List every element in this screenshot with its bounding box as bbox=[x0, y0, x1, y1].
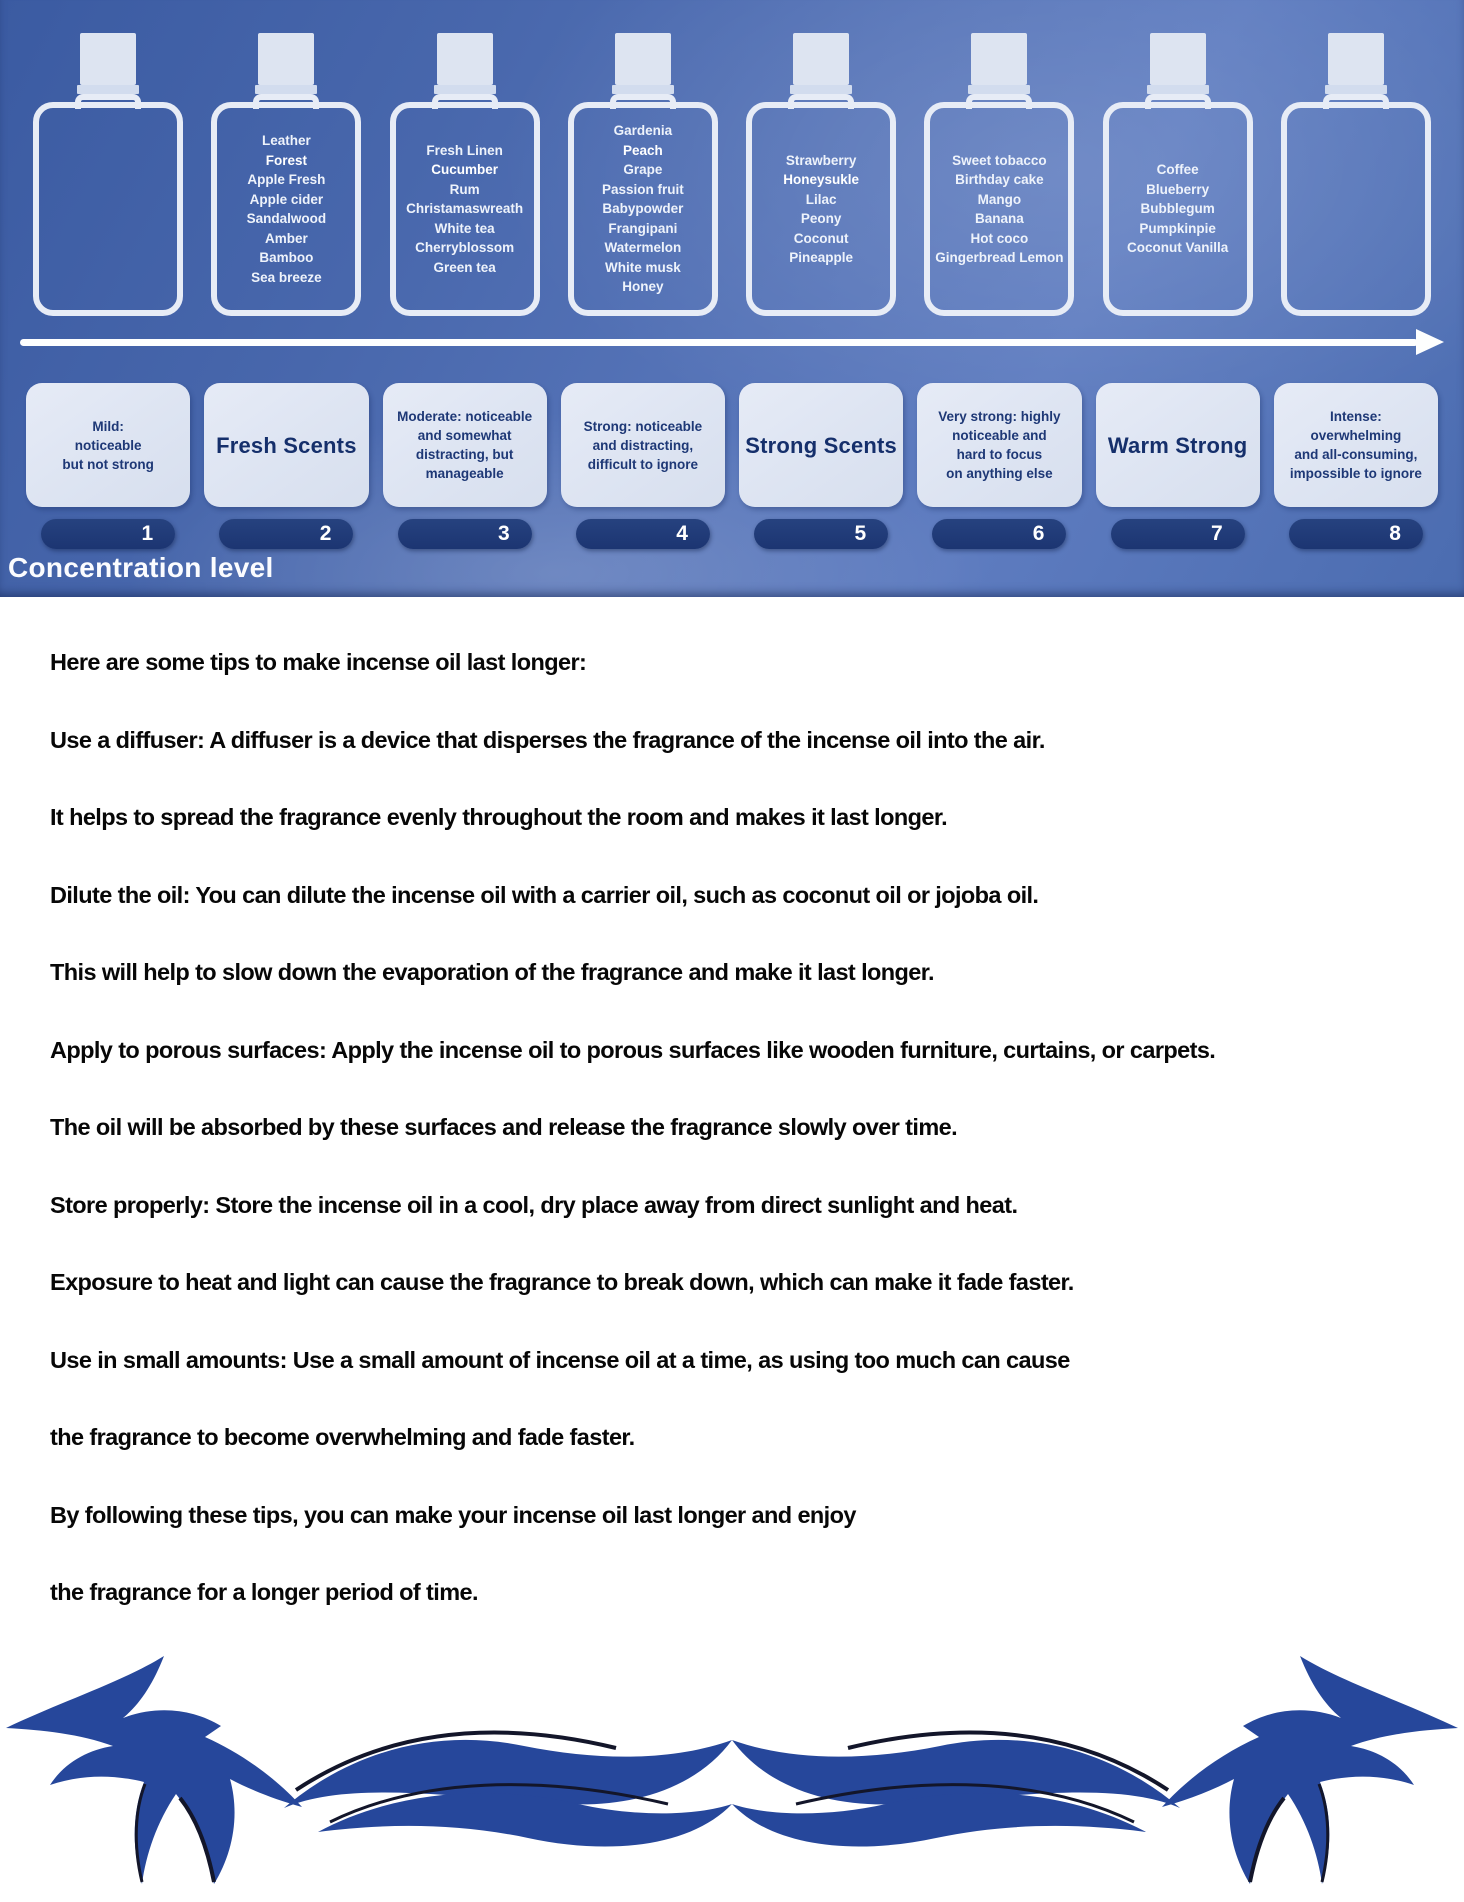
description-line: and somewhat bbox=[417, 428, 512, 443]
scent-list bbox=[602, 121, 684, 297]
scent-list bbox=[406, 141, 523, 278]
bottle-cap-icon bbox=[615, 33, 671, 85]
bottle bbox=[739, 33, 903, 316]
level-number-badge bbox=[1111, 519, 1245, 549]
bottle-body bbox=[211, 102, 361, 316]
level-pill-wrap bbox=[1096, 519, 1260, 549]
level-number-badge bbox=[576, 519, 710, 549]
tip-line: Use in small amounts: Use a small amount of incense oil at a time, as using too much can cause bbox=[50, 1346, 1070, 1373]
level-number: 2 bbox=[319, 522, 332, 545]
scent-name: Bamboo bbox=[259, 250, 314, 265]
scent-name: Peony bbox=[800, 211, 842, 226]
scent-list bbox=[783, 151, 859, 268]
bottle-cap-lip bbox=[1325, 85, 1387, 94]
scent-name: Sandalwood bbox=[246, 211, 327, 226]
scent-name: Gardenia bbox=[613, 123, 673, 139]
scent-name: Coffee bbox=[1156, 162, 1199, 178]
scent-category-title: Fresh Scents bbox=[216, 432, 357, 458]
scent-name: Rum bbox=[449, 181, 480, 197]
tip-line: Use a diffuser: A diffuser is a device that disperses the fragrance of the incense oil into the air. bbox=[50, 726, 1045, 753]
scent-list bbox=[935, 151, 1063, 268]
description-line: noticeable and bbox=[952, 428, 1047, 443]
level-description-card bbox=[383, 383, 547, 507]
bottle bbox=[1096, 33, 1260, 316]
scent-name: Babypowder bbox=[602, 201, 684, 217]
level-description-card bbox=[1274, 383, 1438, 507]
scent-name: Lilac bbox=[805, 191, 837, 207]
bottle-cap-lip bbox=[255, 85, 317, 94]
level-description-card bbox=[561, 383, 725, 507]
description-line: and all-consuming, bbox=[1294, 447, 1418, 462]
bottle-cap-lip bbox=[612, 85, 674, 94]
tip-line: Dilute the oil: You can dilute the incense oil with a carrier oil, such as coconut oil or jojoba oil. bbox=[50, 881, 1039, 908]
arrow-head-icon bbox=[1416, 329, 1444, 355]
tip-line: the fragrance to become overwhelming and fade faster. bbox=[50, 1424, 635, 1451]
description-line: hard to focus bbox=[956, 447, 1043, 462]
bottle-cap-icon bbox=[971, 33, 1027, 85]
level-number-badge bbox=[398, 519, 532, 549]
bottle-cap-icon bbox=[437, 33, 493, 85]
level-number-badge bbox=[1289, 519, 1423, 549]
scent-name: Gingerbread Lemon bbox=[935, 250, 1064, 265]
scent-category-title: Strong Scents bbox=[745, 432, 897, 458]
scent-name: Coconut Vanilla bbox=[1126, 240, 1229, 256]
scent-name: Coconut bbox=[793, 230, 849, 246]
description-line: on anything else bbox=[946, 466, 1053, 481]
scent-concentration-panel bbox=[0, 0, 1464, 597]
bottle-body bbox=[1281, 102, 1431, 316]
level-number: 5 bbox=[854, 522, 867, 545]
scent-list bbox=[247, 131, 327, 287]
bottle bbox=[383, 33, 547, 316]
level-pill-wrap bbox=[26, 519, 190, 549]
tip-line: Apply to porous surfaces: Apply the incense oil to porous surfaces like wooden furniture, curtains, or carpets. bbox=[50, 1036, 1216, 1063]
scent-name: Amber bbox=[264, 230, 308, 246]
bottle-cap-icon bbox=[793, 33, 849, 85]
bottle-cap-lip bbox=[434, 85, 496, 94]
description-line: Very strong: highly bbox=[938, 409, 1061, 424]
scent-name: Cherryblossom bbox=[415, 240, 515, 256]
description-line: manageable bbox=[425, 466, 504, 481]
scent-name: Sea breeze bbox=[251, 269, 322, 285]
bottle-cap-lip bbox=[968, 85, 1030, 94]
level-description-row bbox=[26, 383, 1438, 507]
scent-name: Peach bbox=[622, 142, 663, 158]
bottle bbox=[561, 33, 725, 316]
level-pill-wrap bbox=[561, 519, 725, 549]
scent-name: Christamaswreath bbox=[406, 201, 524, 217]
scent-name: Forest bbox=[265, 152, 307, 168]
scent-name: Mango bbox=[977, 191, 1022, 207]
description-line: difficult to ignore bbox=[587, 456, 698, 472]
scent-name: White musk bbox=[604, 259, 681, 275]
level-number: 3 bbox=[497, 522, 510, 545]
bottle-cap-lip bbox=[790, 85, 852, 94]
scent-name: Frangipani bbox=[608, 220, 678, 236]
scent-category-title: Warm Strong bbox=[1107, 432, 1248, 458]
scent-name: Honeysukle bbox=[783, 172, 860, 187]
tip-line: This will help to slow down the evaporation of the fragrance and make it last longer. bbox=[50, 959, 934, 986]
bottle-cap-icon bbox=[1328, 33, 1384, 85]
description-line: but not strong bbox=[62, 456, 154, 472]
level-pill-wrap bbox=[204, 519, 368, 549]
bottle-cap-icon bbox=[1150, 33, 1206, 85]
scent-name: Bubblegum bbox=[1140, 201, 1215, 217]
scent-category-card bbox=[739, 383, 903, 507]
level-number: 1 bbox=[141, 522, 154, 545]
tribal-divider-icon bbox=[0, 1632, 1464, 1902]
scent-name: White tea bbox=[434, 220, 495, 236]
level-number-badge bbox=[932, 519, 1066, 549]
scent-list bbox=[1127, 160, 1228, 258]
tip-line: The oil will be absorbed by these surfaces and release the fragrance slowly over time. bbox=[50, 1114, 958, 1141]
scent-name: Sweet tobacco bbox=[952, 152, 1047, 168]
level-number-badge bbox=[219, 519, 353, 549]
bottle bbox=[26, 33, 190, 316]
bottle-body bbox=[568, 102, 718, 316]
tip-line: It helps to spread the fragrance evenly throughout the room and makes it last longer. bbox=[50, 804, 948, 831]
scent-name: Pumpkinpie bbox=[1139, 220, 1216, 236]
description-line: Strong: noticeable bbox=[583, 418, 703, 434]
bottle-body bbox=[1103, 102, 1253, 316]
tip-line: the fragrance for a longer period of time. bbox=[50, 1579, 478, 1606]
scent-name: Blueberry bbox=[1146, 181, 1210, 197]
scent-name: Grape bbox=[623, 162, 663, 178]
tip-line: Exposure to heat and light can cause the fragrance to break down, which can make it fade faster. bbox=[50, 1269, 1074, 1296]
concentration-level-label: Concentration level bbox=[8, 552, 274, 583]
scent-name: Strawberry bbox=[785, 152, 857, 168]
bottle-cap-icon bbox=[258, 33, 314, 85]
description-line: noticeable bbox=[74, 437, 142, 453]
bottles-row bbox=[26, 33, 1438, 316]
bottle bbox=[917, 33, 1081, 316]
scale-arrow-icon bbox=[20, 339, 1418, 346]
scent-name: Pineapple bbox=[789, 250, 854, 265]
scent-category-card bbox=[1096, 383, 1260, 507]
scent-name: Honey bbox=[622, 279, 664, 295]
bottle-body bbox=[746, 102, 896, 316]
description-line: overwhelming bbox=[1310, 428, 1402, 443]
scent-name: Birthday cake bbox=[955, 172, 1044, 187]
scent-name: Leather bbox=[261, 133, 311, 148]
bottle-cap-icon bbox=[80, 33, 136, 85]
level-number-badge bbox=[41, 519, 175, 549]
level-pill-wrap bbox=[739, 519, 903, 549]
scent-name: Green tea bbox=[433, 259, 496, 275]
description-line: impossible to ignore bbox=[1289, 466, 1422, 481]
level-number-row bbox=[26, 519, 1438, 549]
level-pill-wrap bbox=[383, 519, 547, 549]
scent-name: Passion fruit bbox=[601, 181, 684, 197]
scent-name: Fresh Linen bbox=[426, 142, 503, 158]
scent-name: Apple cider bbox=[249, 191, 324, 207]
tip-line: Here are some tips to make incense oil last longer: bbox=[50, 649, 587, 676]
level-pill-wrap bbox=[1274, 519, 1438, 549]
tip-line: Store properly: Store the incense oil in a cool, dry place away from direct sunlight and heat. bbox=[50, 1191, 1018, 1218]
description-line: Mild: bbox=[92, 418, 124, 434]
level-number: 8 bbox=[1389, 522, 1401, 545]
tip-line: By following these tips, you can make your incense oil last longer and enjoy bbox=[50, 1501, 856, 1528]
description-line: distracting, but bbox=[415, 447, 514, 462]
description-line: Moderate: noticeable bbox=[397, 409, 533, 424]
bottle-body bbox=[924, 102, 1074, 316]
level-description-card bbox=[26, 383, 190, 507]
scent-name: Cucumber bbox=[431, 162, 498, 178]
scent-name: Hot coco bbox=[970, 230, 1029, 246]
bottle-body bbox=[33, 102, 183, 316]
bottle-cap-lip bbox=[1147, 85, 1209, 94]
bottle-body bbox=[390, 102, 540, 316]
bottle bbox=[1274, 33, 1438, 316]
description-line: and distracting, bbox=[592, 437, 694, 453]
level-pill-wrap bbox=[917, 519, 1081, 549]
scent-category-card bbox=[204, 383, 368, 507]
description-line: Intense: bbox=[1329, 409, 1382, 424]
level-number: 7 bbox=[1210, 522, 1223, 545]
scent-name: Watermelon bbox=[604, 240, 682, 256]
level-number-badge bbox=[754, 519, 888, 549]
level-number: 6 bbox=[1032, 522, 1045, 545]
level-description-card bbox=[917, 383, 1081, 507]
bottle bbox=[204, 33, 368, 316]
tips-section bbox=[0, 597, 1464, 1632]
scent-name: Apple Fresh bbox=[247, 172, 326, 187]
level-number: 4 bbox=[676, 522, 688, 545]
scent-name: Banana bbox=[974, 211, 1024, 226]
bottle-cap-lip bbox=[77, 85, 139, 94]
